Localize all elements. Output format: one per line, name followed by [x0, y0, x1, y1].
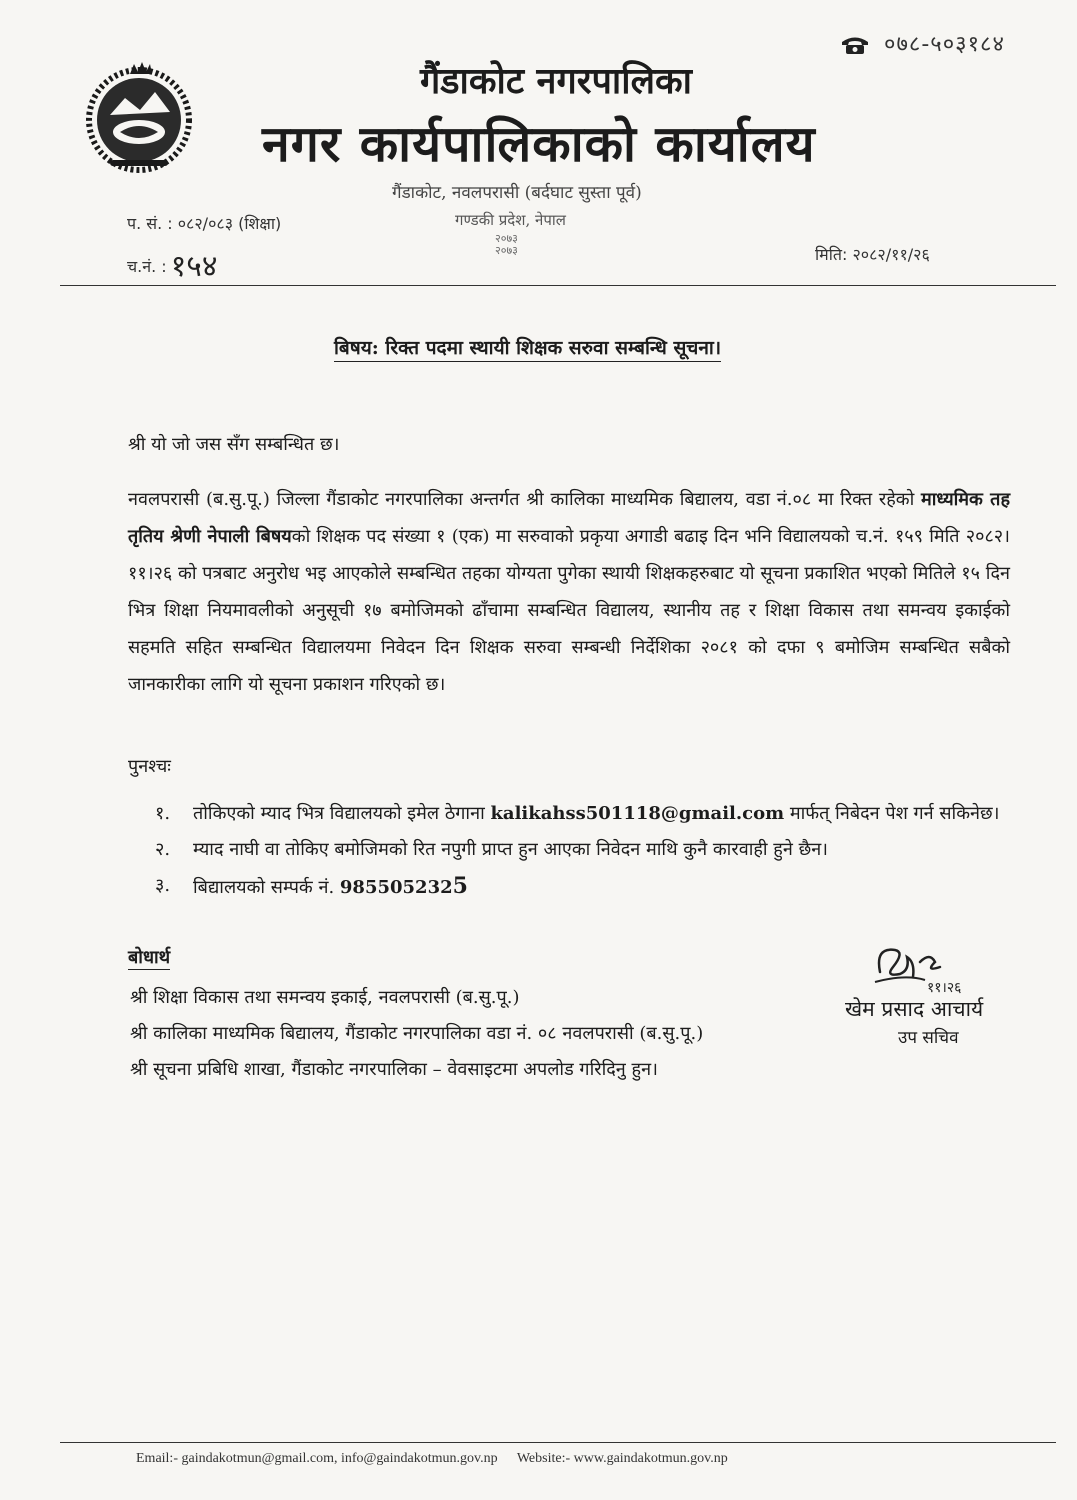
telephone-icon	[840, 35, 870, 55]
office-title: नगर कार्यपालिकाको कार्यालय	[262, 114, 816, 173]
salutation: श्री यो जो जस सँग सम्बन्धित छ।	[128, 434, 340, 455]
cc-item: श्री सूचना प्रबिधि शाखा, गैंडाकोट नगरपालिका – वेवसाइटमा अपलोड गरिदिनु हुन।	[130, 1059, 658, 1080]
signer-name: खेम प्रसाद आचार्य	[845, 997, 984, 1021]
school-phone: 985505232	[339, 877, 453, 898]
signer-title: उप सचिव	[898, 1028, 959, 1048]
address-line-1: गैंडाकोट, नवलपरासी (बर्दघाट सुस्ता पूर्व)	[392, 183, 642, 203]
subject-line: बिषय: रिक्त पदमा स्थायी शिक्षक सरुवा सम्बन्धि सूचना।	[334, 334, 721, 362]
footer-website: Website:- www.gaindakotmun.gov.np	[516, 1451, 728, 1466]
phone-text: ०७८-५०३१८४	[884, 32, 1005, 57]
handwritten-signature	[865, 932, 965, 1002]
nepal-emblem-logo	[80, 60, 198, 178]
phone-number	[840, 28, 1005, 58]
footer	[136, 1451, 744, 1467]
school-email: kalikahss501118@gmail.com	[490, 803, 785, 824]
postscript-item: ३. बिद्यालयको सम्पर्क नं. 9855052325	[155, 873, 468, 899]
address-line-2: गण्डकी प्रदेश, नेपाल	[455, 211, 566, 229]
postscript-label: पुनश्चः	[128, 756, 171, 777]
municipality-name: गैंडाकोट नगरपालिका	[420, 60, 692, 102]
footer-divider	[60, 1442, 1056, 1443]
postscript-item: १. तोकिएको म्याद भित्र विद्यालयको इमेल ठेगाना kalikahss501118@gmail.com मार्फत् निबेदन पेश गर्न सकिनेछ।	[155, 803, 1000, 824]
cc-label: बोधार्थ	[128, 947, 171, 968]
cc-item: श्री शिक्षा विकास तथा समन्वय इकाई, नवलपरासी (ब.सु.पू.)	[130, 987, 520, 1008]
cc-list	[130, 980, 703, 1088]
body-paragraph: नवलपरासी (ब.सु.पू.) जिल्ला गैंडाकोट नगरपालिका अन्तर्गत श्री कालिका माध्यमिक बिद्यालय, वडा नं.०८ मा रिक्त रहेको माध्यमिक तह तृतिय श्रेणी नेपाली बिषयको शिक्षक पद संख्या १ (एक) मा सरुवाको प्रकृया अगाडी बढाइ दिन भनि विद्यालयको च.नं. १५९ मिति २०८२।११।२६ को पत्रबाट अनुरोध भइ आएकोले सम्बन्धित तहका योग्यता पुगेका स्थायी शिक्षकहरुबाट यो सूचना प्रकाशित भएको मितिले १५ दिन भित्र शिक्षा नियमावलीको अनुसूची १७ बमोजिमको ढाँचामा सम्बन्धित विद्यालय, स्थानीय तह र शिक्षा विकास तथा समन्वय इकाईको सहमति सहित सम्बन्धित विद्यालयमा निवेदन दिन शिक्षक सरुवा सम्बन्धी निर्देशिका २०८१ को दफा ९ बमोजिम सम्बन्धित सबैको जानकारीका लागि यो सूचना प्रकाशन गरिएको छ।	[128, 489, 1010, 695]
svg-text:११।२६: ११।२६	[927, 980, 962, 996]
postscript-list	[155, 796, 1010, 906]
dispatch-number: च.नं. : १५४	[127, 249, 218, 284]
letter-date: मिति: २०८२/११/२६	[815, 245, 930, 264]
header-divider	[60, 285, 1056, 286]
postscript-item: २. म्याद नाघी वा तोकिए बमोजिमको रित नपुगी प्राप्त हुन आएका निवेदन माथि कुनै कारवाही हुने छैन।	[155, 839, 829, 860]
letter-reference-number: प. सं. : ०८२/०८३ (शिक्षा)	[127, 214, 282, 233]
dispatch-number-value: १५४	[170, 249, 218, 284]
office-stamp: २०७३ २०७३	[495, 232, 518, 257]
cc-item: श्री कालिका माध्यमिक बिद्यालय, गैंडाकोट नगरपालिका वडा नं. ०८ नवलपरासी (ब.सु.पू.)	[130, 1023, 704, 1044]
footer-email: Email:- gaindakotmun@gmail.com, info@gaindakotmun.gov.np	[136, 1451, 498, 1466]
